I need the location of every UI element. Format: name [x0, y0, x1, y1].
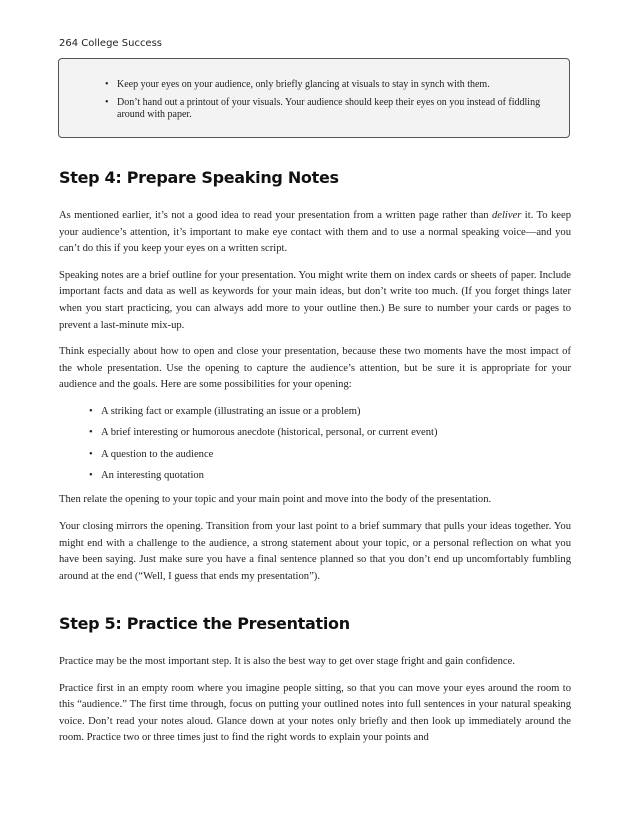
step4-paragraph-4: Then relate the opening to your topic and your main point and move into the body of the presentation.	[59, 494, 492, 506]
opening-item: • A question to the audience	[89, 447, 571, 463]
step4-paragraph-1	[59, 208, 571, 258]
callout-item: • Don’t hand out a printout of your visuals. Your audience should keep their eyes on you instead of fiddling around with paper.	[105, 97, 549, 122]
opening-item: • A striking fact or example (illustrating an issue or a problem)	[89, 404, 571, 420]
step4-paragraph-5: Your closing mirrors the opening. Transition from your last point to a brief summary that pulls your ideas together. You might end with a challenge to the audience, a strong statement about your topic, or a personal reflection on what you have been saying. Just make sure you have a final sentence planned so that you don’t end up uncomfortably fumbling around at the end (“Well, I guess that ends my presentation”).	[59, 521, 571, 582]
running-head: 264 College Success	[59, 38, 163, 49]
callout-box	[58, 58, 570, 138]
step5-paragraph-2: Practice first in an empty room where you imagine people sitting, so that you can move your eyes around the room to this “audience.” The first time through, focus on putting your outlined notes into full sentences in your natural speaking voice. Don’t read your notes aloud. Glance down at your notes only briefly and then look up immediately around the room. Practice two or three times just to find the right words to explain your points and	[59, 682, 571, 744]
step5-heading: Step 5: Practice the Presentation	[59, 614, 350, 633]
step4-heading: Step 4: Prepare Speaking Notes	[59, 168, 339, 187]
callout-item: • Keep your eyes on your audience, only briefly glancing at visuals to stay in synch with them.	[105, 79, 549, 92]
p1-text-a: As mentioned earlier, it’s not a good idea to read your presentation from a written page rather than	[59, 210, 492, 221]
step5-paragraph-1: Practice may be the most important step. It is also the best way to get over stage fright and gain confidence.	[59, 656, 515, 667]
step5-section	[59, 614, 571, 757]
opening-item: • A brief interesting or humorous anecdote (historical, personal, or current event)	[89, 425, 571, 441]
p1-emphasis: deliver	[491, 210, 522, 221]
callout-list	[105, 79, 549, 122]
step4-section	[59, 168, 571, 595]
step4-paragraph-2: Speaking notes are a brief outline for your presentation. You might write them on index cards or sheets of paper. Include important facts and data as well as keywords for your main ideas, but don’t write too much. (If you forget things later when you start practicing, you can always add more to your outline then.) Be sure to number your cards or pages to prevent a last-minute mix-up.	[59, 269, 571, 331]
opening-item: • An interesting quotation	[89, 468, 571, 484]
opening-list	[59, 404, 571, 485]
step4-paragraph-3: Think especially about how to open and close your presentation, because these two moments have the most impact of the whole presentation. Use the opening to capture the audience’s attention, but be sure it is appropriate for your audience and the goals. Here are some possibilities for your opening:	[59, 346, 571, 391]
p1-text-b: it. To keep your audience’s attention, it’s important to make eye contact with them and to use a normal speaking voice—and you can’t do this if you keep your eyes on a written script.	[59, 210, 571, 255]
